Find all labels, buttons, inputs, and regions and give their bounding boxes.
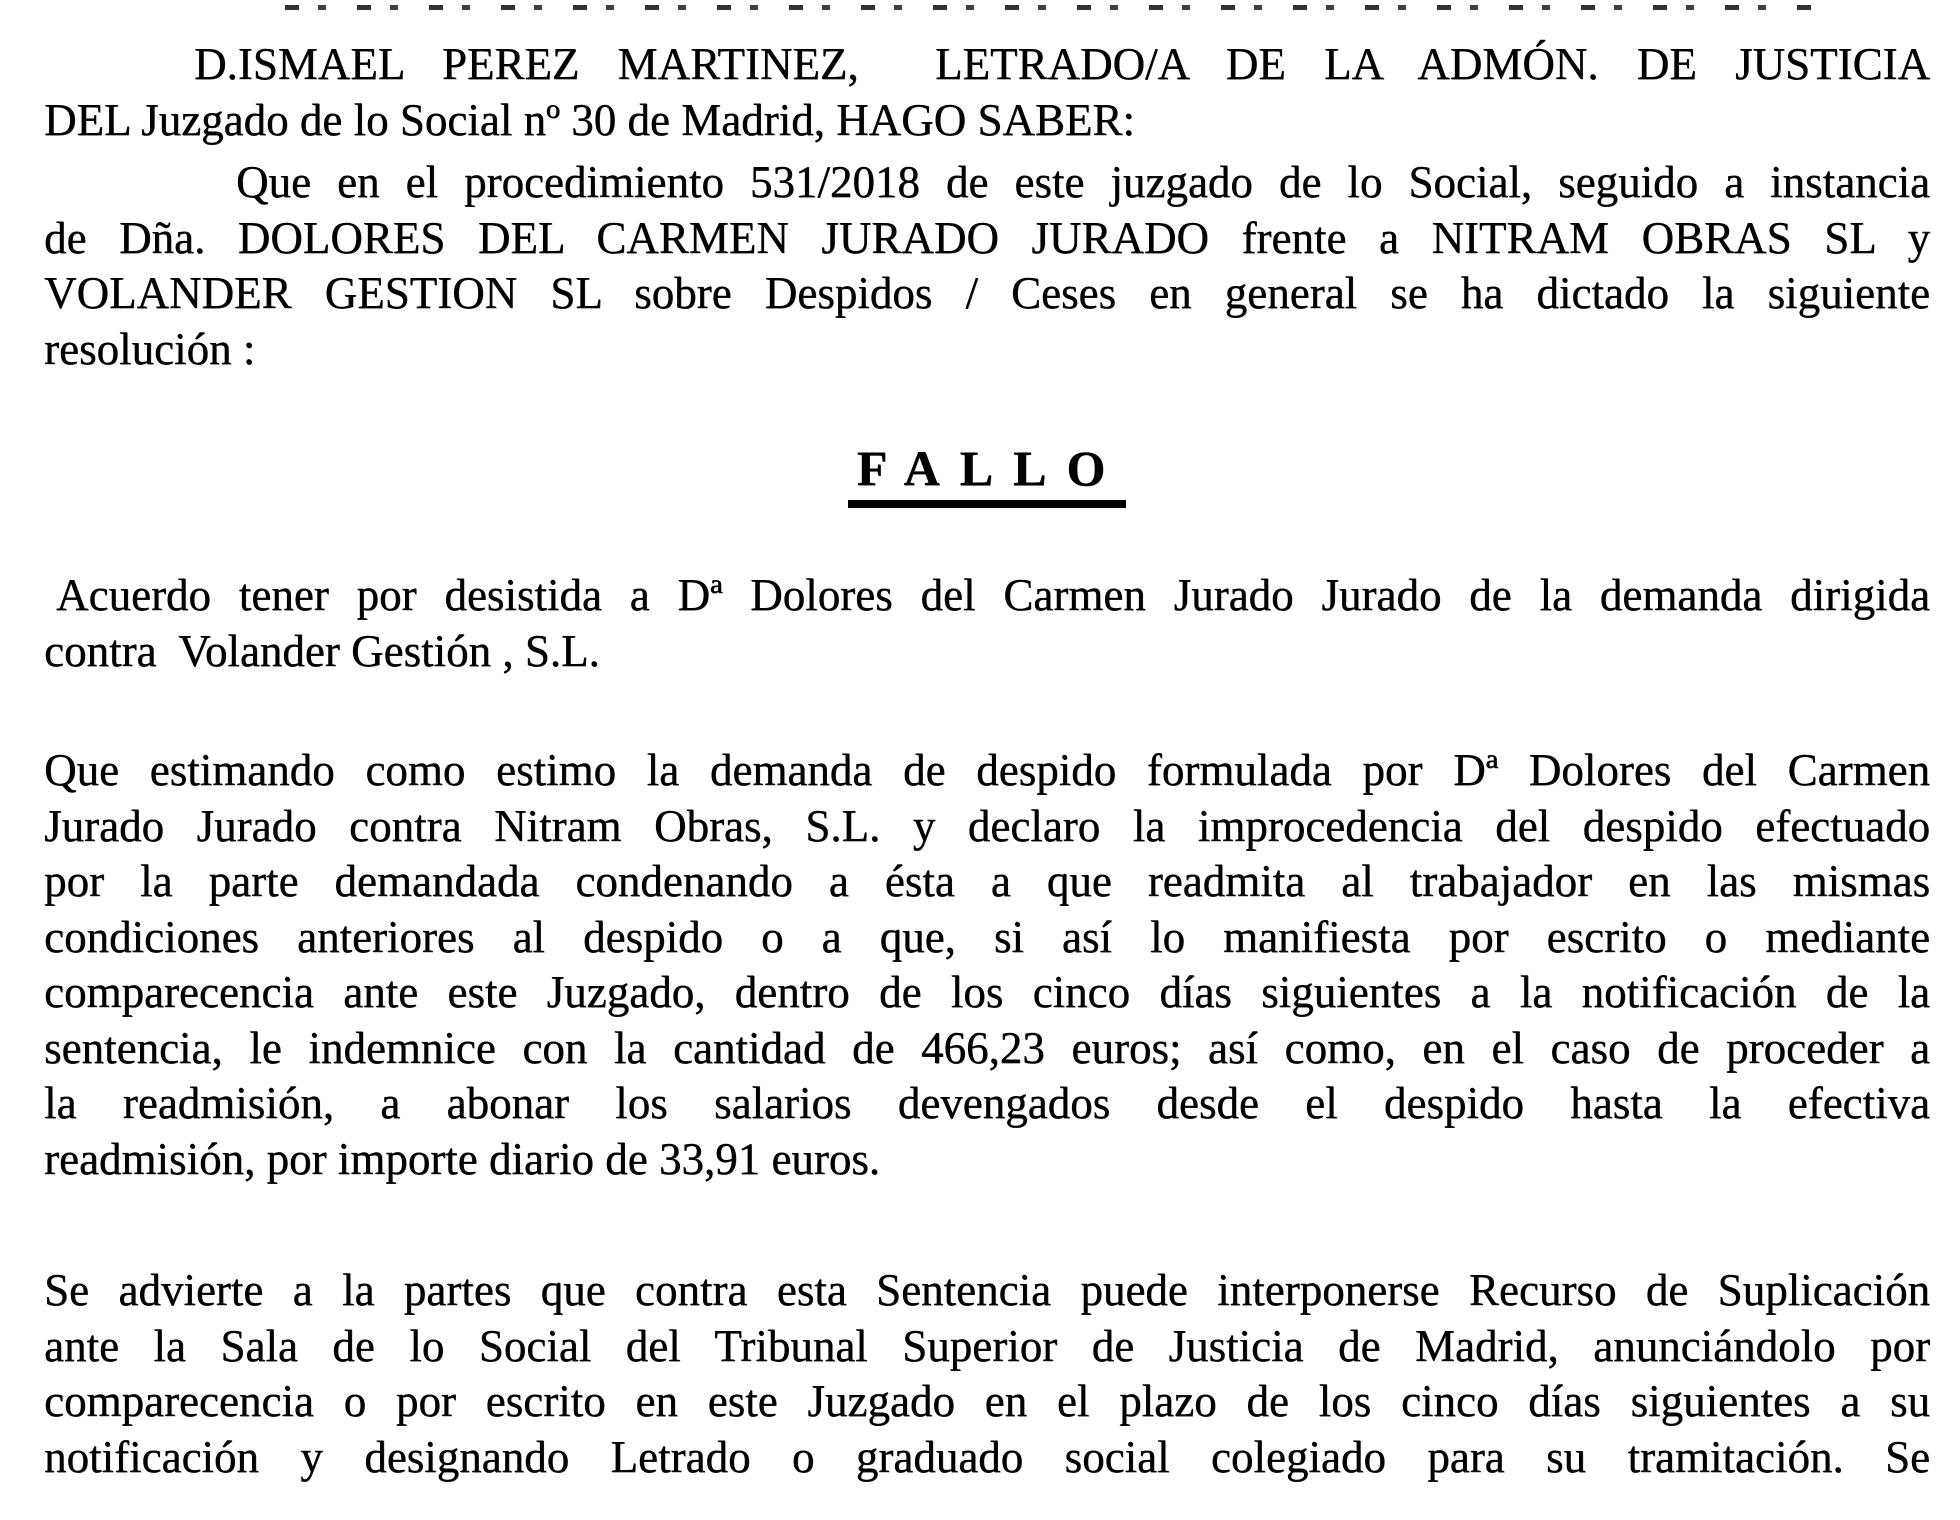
text-line: D.ISMAEL PEREZ MARTINEZ, LETRADO/A DE LA ADMÓN. DE JUSTICIA: [194, 39, 1930, 89]
text-line: la readmisión, a abonar los salarios devengados desde el despido hasta la efectiva: [44, 1078, 1930, 1128]
text-line: comparecencia ante este Juzgado, dentro de los cinco días siguientes a la notificación de la: [44, 967, 1930, 1017]
desistida-paragraph: [44, 568, 1930, 679]
text-line: de Dña. DOLORES DEL CARMEN JURADO JURADO frente a NITRAM OBRAS SL y: [44, 212, 1930, 263]
intro-paragraph: [44, 155, 1930, 377]
text-line: Acuerdo tener por desistida a Dª Dolores del Carmen Jurado Jurado de la demanda dirigida: [56, 570, 1930, 620]
text-line: Que en el procedimiento 531/2018 de este juzgado de lo Social, seguido a instancia: [236, 157, 1930, 207]
header-paragraph: [44, 37, 1930, 148]
recurso-paragraph: [44, 1263, 1930, 1485]
text-line: Se advierte a la partes que contra esta Sentencia puede interponerse Recurso de Suplicación: [44, 1265, 1930, 1315]
condena-paragraph: [44, 743, 1930, 1187]
text-line: resolución :: [44, 323, 256, 374]
text-line: Que estimando como estimo la demanda de despido formulada por Dª Dolores del Carmen: [44, 745, 1930, 795]
fallo-heading-text: FALLO: [848, 442, 1127, 508]
text-line: ante la Sala de lo Social del Tribunal Superior de Justicia de Madrid, anunciándolo por: [44, 1320, 1930, 1371]
text-line: VOLANDER GESTION SL sobre Despidos / Ceses en general se ha dictado la siguiente: [44, 268, 1930, 318]
text-line: contra Volander Gestión , S.L.: [44, 625, 600, 676]
text-line: readmisión, por importe diario de 33,91 euros.: [44, 1133, 881, 1184]
text-line: DEL Juzgado de lo Social nº 30 de Madrid, HAGO SABER:: [44, 94, 1135, 145]
text-line: sentencia, le indemnice con la cantidad de 466,23 euros; así como, en el caso de proceder a: [44, 1022, 1930, 1073]
fallo-heading: [44, 442, 1930, 508]
text-line: condiciones anteriores al despido o a que, si así lo manifiesta por escrito o mediante: [44, 911, 1930, 962]
text-line: Jurado Jurado contra Nitram Obras, S.L. y declaro la improcedencia del despido efectuado: [44, 800, 1930, 851]
text-line: comparecencia o por escrito en este Juzgado en el plazo de los cinco días siguientes a su: [44, 1376, 1930, 1426]
scan-cutoff-artifact: [285, 5, 1815, 10]
text-line: notificación y designando Letrado o graduado social colegiado para su tramitación. Se: [44, 1431, 1930, 1482]
text-line: por la parte demandada condenando a ésta a que readmita al trabajador en las mismas: [44, 856, 1930, 906]
